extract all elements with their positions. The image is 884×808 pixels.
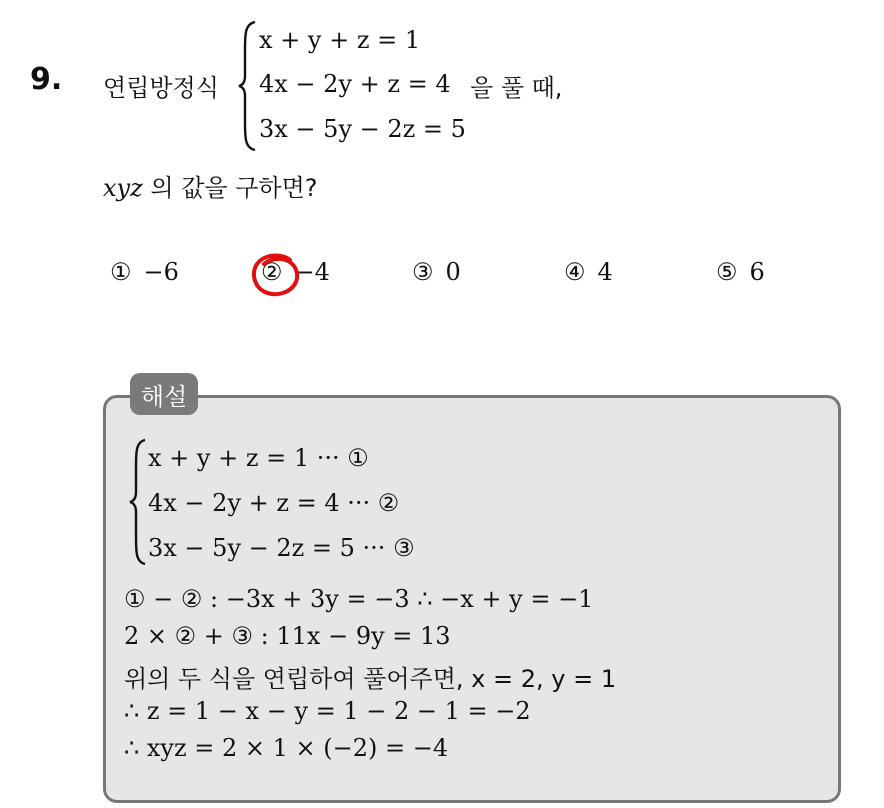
choice-value: 4 bbox=[597, 258, 613, 286]
ask-text: 의 값을 구하면? bbox=[150, 174, 318, 202]
question-equation-3: 3x − 5y − 2z = 5 bbox=[259, 115, 466, 143]
choice-value: −4 bbox=[294, 258, 330, 286]
choice-mark: ⑤ bbox=[716, 258, 738, 286]
solution-brace-icon bbox=[128, 438, 148, 566]
choice-1[interactable] bbox=[110, 258, 179, 286]
question-equation-1: x + y + z = 1 bbox=[259, 26, 421, 54]
solution-equation-1: x + y + z = 1 ··· ① bbox=[148, 444, 369, 472]
solution-equation-2: 4x − 2y + z = 4 ··· ② bbox=[148, 489, 400, 517]
solution-tab: 해설 bbox=[130, 373, 198, 415]
system-brace-icon bbox=[237, 20, 259, 152]
choice-3[interactable] bbox=[412, 258, 461, 286]
choice-value: −6 bbox=[143, 258, 179, 286]
question-after-text: 을 풀 때, bbox=[470, 74, 563, 102]
choice-5[interactable] bbox=[716, 258, 765, 286]
choice-mark: ② bbox=[261, 258, 283, 286]
solution-line-4: ∴ z = 1 − x − y = 1 − 2 − 1 = −2 bbox=[124, 697, 531, 725]
answer-mark-circle-icon bbox=[250, 252, 302, 298]
solution-line-3: 위의 두 식을 연립하여 풀어주면, x = 2, y = 1 bbox=[124, 665, 617, 693]
ask-variable: xyz bbox=[103, 174, 143, 202]
choice-value: 0 bbox=[445, 258, 461, 286]
question-ask bbox=[103, 168, 318, 203]
question-equation-2: 4x − 2y + z = 4 bbox=[259, 70, 451, 98]
solution-equation-3: 3x − 5y − 2z = 5 ··· ③ bbox=[148, 534, 415, 562]
choice-value: 6 bbox=[749, 258, 765, 286]
solution-line-2: 2 × ② + ③ : 11x − 9y = 13 bbox=[124, 622, 451, 650]
solution-line-5: ∴ xyz = 2 × 1 × (−2) = −4 bbox=[124, 734, 449, 762]
choice-mark: ④ bbox=[564, 258, 586, 286]
question-number: 9. bbox=[30, 62, 63, 97]
choice-mark: ③ bbox=[412, 258, 434, 286]
question-intro: 연립방정식 bbox=[103, 74, 219, 102]
solution-line-1: ① − ② : −3x + 3y = −3 ∴ −x + y = −1 bbox=[124, 585, 594, 613]
choice-4[interactable] bbox=[564, 258, 613, 286]
choice-mark: ① bbox=[110, 258, 132, 286]
